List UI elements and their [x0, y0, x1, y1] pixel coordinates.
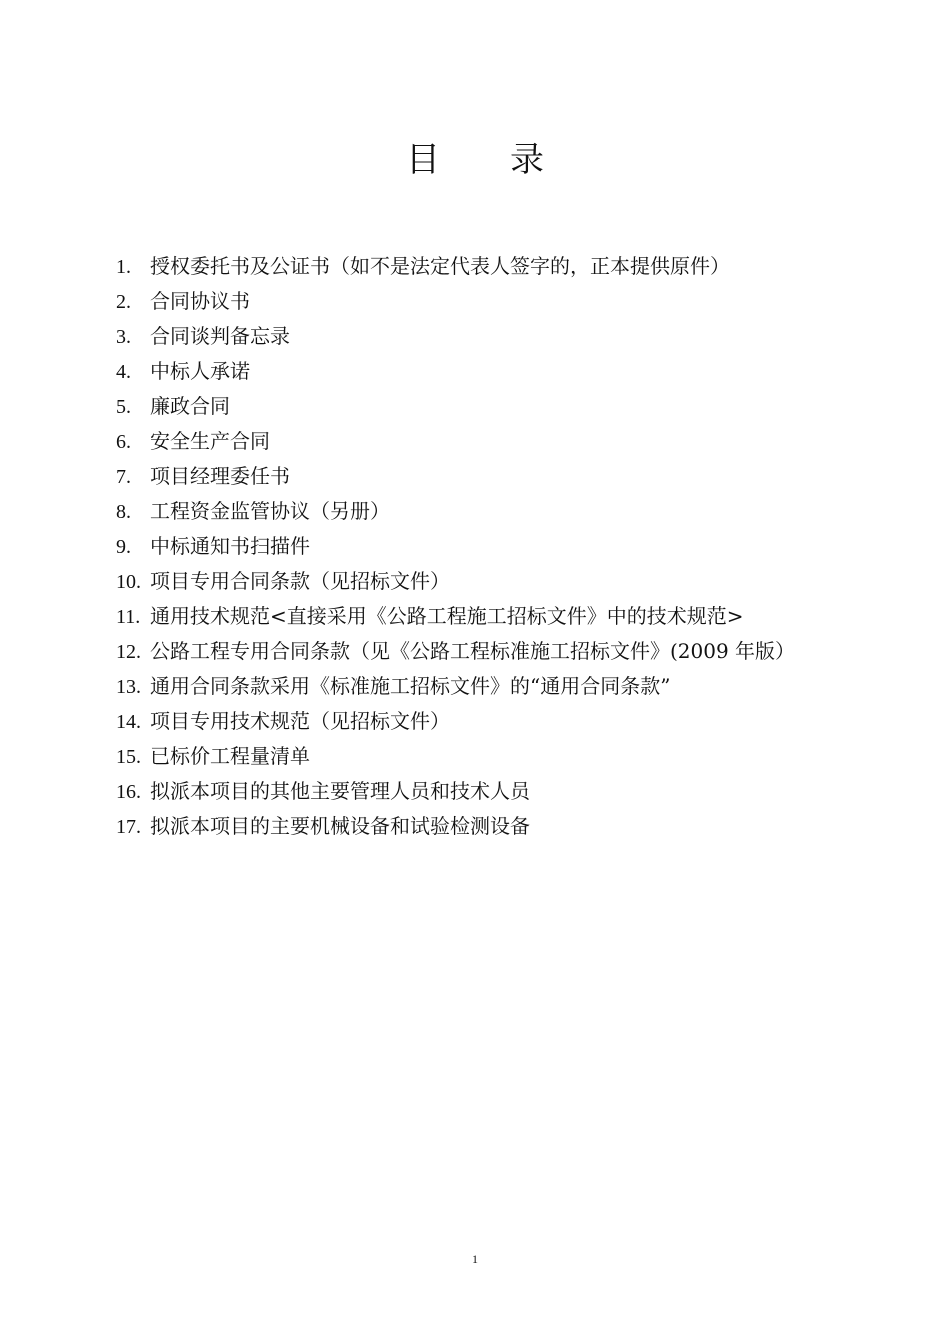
toc-number: 13.	[116, 676, 141, 698]
toc-number: 14.	[116, 711, 141, 733]
page-title	[0, 140, 950, 180]
toc-text: 廉政合同	[150, 394, 230, 418]
toc-number: 16.	[116, 781, 141, 803]
toc-item-5	[116, 390, 896, 425]
toc-item-2	[116, 285, 896, 320]
toc-item-3	[116, 320, 896, 355]
toc-number: 15.	[116, 746, 141, 768]
toc-text: 拟派本项目的主要机械设备和试验检测设备	[150, 814, 530, 838]
toc-text: 中标人承诺	[150, 359, 250, 383]
toc-item-9	[116, 530, 896, 565]
toc-item-15	[116, 740, 896, 775]
toc-text: 公路工程专用合同条款（见《公路工程标准施工招标文件》(2009 年版）	[150, 639, 796, 663]
toc-item-7	[116, 460, 896, 495]
toc-number: 12.	[116, 641, 141, 663]
toc-item-11	[116, 600, 896, 635]
toc-item-1	[116, 250, 896, 285]
toc-text: 已标价工程量清单	[150, 744, 310, 768]
toc-number: 4.	[116, 361, 131, 383]
toc-text: 项目专用合同条款（见招标文件）	[150, 569, 450, 593]
toc-item-14	[116, 705, 896, 740]
toc-number: 5.	[116, 396, 131, 418]
toc-item-17	[116, 810, 896, 845]
toc-text: 项目经理委任书	[150, 464, 290, 488]
toc-text: 工程资金监管协议（另册）	[150, 499, 390, 523]
toc-number: 17.	[116, 816, 141, 838]
toc-item-13	[116, 670, 896, 705]
toc-number: 8.	[116, 501, 131, 523]
title-char-2: 录	[510, 140, 544, 180]
toc-text: 中标通知书扫描件	[150, 534, 310, 558]
toc-item-12	[116, 635, 896, 670]
toc-text: 项目专用技术规范（见招标文件）	[150, 709, 450, 733]
toc-number: 2.	[116, 291, 131, 313]
toc-number: 10.	[116, 571, 141, 593]
toc-text: 拟派本项目的其他主要管理人员和技术人员	[150, 779, 530, 803]
toc-number: 6.	[116, 431, 131, 453]
toc-number: 3.	[116, 326, 131, 348]
title-char-1: 目	[406, 140, 440, 180]
toc-text: 通用合同条款采用《标准施工招标文件》的“通用合同条款”	[150, 674, 671, 698]
toc-number: 7.	[116, 466, 131, 488]
toc-text: 授权委托书及公证书（如不是法定代表人签字的，正本提供原件）	[150, 254, 730, 278]
toc-item-8	[116, 495, 896, 530]
toc-number: 9.	[116, 536, 131, 558]
toc-text: 合同谈判备忘录	[150, 324, 290, 348]
toc-text: 合同协议书	[150, 289, 250, 313]
toc-item-6	[116, 425, 896, 460]
toc-item-10	[116, 565, 896, 600]
toc-text: 通用技术规范<直接采用《公路工程施工招标文件》中的技术规范>	[150, 604, 744, 628]
table-of-contents	[116, 250, 896, 845]
toc-item-16	[116, 775, 896, 810]
toc-number: 11.	[116, 606, 141, 628]
toc-item-4	[116, 355, 896, 390]
page-number: 1	[472, 1252, 478, 1266]
toc-number: 1.	[116, 256, 131, 278]
toc-text: 安全生产合同	[150, 429, 270, 453]
